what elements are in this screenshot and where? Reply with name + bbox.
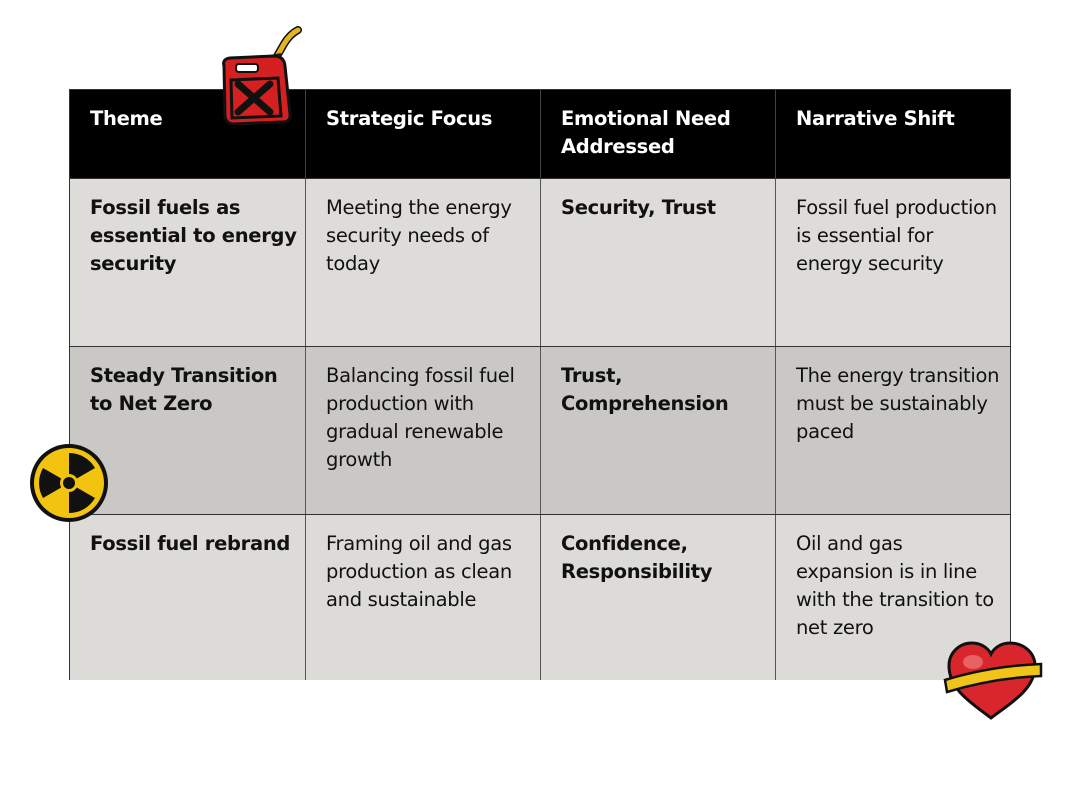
cell-narrative-shift: Fossil fuel production is essential for energy security [775,179,1010,346]
table-row [70,178,1010,346]
cell-narrative-shift: The energy transition must be sustainably paced [775,347,1010,514]
cell-emotional-need: Security, Trust [540,179,775,346]
header-theme: Theme [90,107,163,130]
table-row [70,346,1010,514]
cell-strategic-focus: Balancing fossil fuel production with gradual renewable growth [305,347,540,514]
cell-theme: Steady Transition to Net Zero [90,364,278,415]
cell-emotional-need: Confidence, Responsibility [540,515,775,680]
heart-icon [943,640,1043,722]
cell-theme: Fossil fuel rebrand [90,532,291,555]
header-narrative-shift: Narrative Shift [775,90,1010,178]
table-row [70,514,1010,680]
themes-table [69,89,1011,680]
header-strategic-focus: Strategic Focus [305,90,540,178]
radiation-icon [28,442,110,524]
cell-strategic-focus: Framing oil and gas production as clean and sustainable [305,515,540,680]
cell-narrative-shift: Oil and gas expansion is in line with the transition to net zero [775,515,1010,680]
header-emotional-need: Emotional Need Addressed [540,90,775,178]
cell-theme: Fossil fuels as essential to energy security [90,196,297,275]
fuel-can-icon [218,26,304,126]
cell-emotional-need: Trust, Comprehension [540,347,775,514]
table-header-row [70,90,1010,178]
cell-strategic-focus: Meeting the energy security needs of today [305,179,540,346]
